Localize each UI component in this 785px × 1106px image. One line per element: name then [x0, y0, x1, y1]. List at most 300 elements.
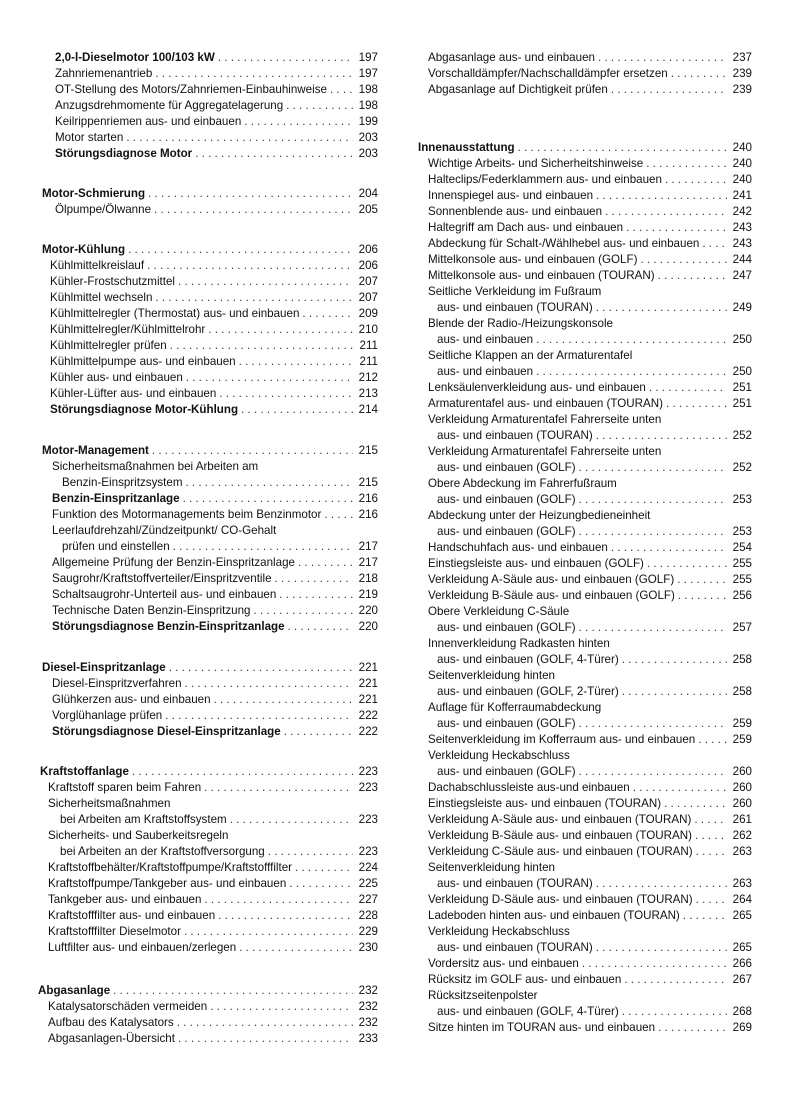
- toc-page-number: 253: [732, 525, 752, 538]
- toc-entry-title: Seitliche Klappen an der Armaturentafel: [428, 349, 633, 362]
- toc-entry-title: Motor-Management: [42, 444, 149, 457]
- toc-entry-title: aus- und einbauen (GOLF): [437, 493, 576, 506]
- right-toc-entry: [437, 652, 752, 667]
- right-toc-entry: [428, 220, 752, 235]
- dot-leader: [596, 876, 727, 891]
- toc-entry-title: aus- und einbauen (GOLF): [437, 461, 576, 474]
- toc-page-number: 260: [732, 797, 752, 810]
- toc-page-number: 240: [732, 157, 752, 170]
- right-toc-entry: [437, 764, 752, 779]
- right-toc-entry: [428, 828, 752, 843]
- toc-entry-title: Kühlmittelkreislauf: [50, 259, 145, 272]
- toc-entry-title: Sicherheits- und Sauberkeitsregeln: [48, 829, 229, 842]
- toc-entry-title: Verkleidung A-Säule aus- und einbauen (TOURAN): [428, 813, 692, 826]
- toc-entry-title: Abgasanlagen-Übersicht: [48, 1032, 175, 1045]
- dot-leader: [128, 242, 353, 257]
- toc-page-number: 241: [732, 189, 752, 202]
- right-toc-entry: [428, 396, 752, 411]
- toc-entry-title: Obere Abdeckung im Fahrerfußraum: [428, 477, 617, 490]
- toc-entry-title: Motor-Schmierung: [42, 187, 146, 200]
- toc-page-number: 239: [732, 67, 752, 80]
- dot-leader: [579, 460, 727, 475]
- dot-leader: [298, 555, 353, 570]
- dot-leader: [579, 492, 727, 507]
- dot-leader: [596, 300, 727, 315]
- toc-entry-title: Auflage für Kofferraumabdeckung: [428, 701, 602, 714]
- dot-leader: [647, 556, 727, 571]
- dot-leader: [210, 999, 353, 1014]
- right-toc-entry: [428, 844, 752, 859]
- left-toc-entry: [48, 924, 378, 939]
- toc-entry-title: Lenksäulenverkleidung aus- und einbauen: [428, 381, 646, 394]
- dot-leader: [579, 524, 727, 539]
- dot-leader: [279, 587, 353, 602]
- toc-page-number: 199: [358, 115, 378, 128]
- toc-entry-title: aus- und einbauen (GOLF): [437, 765, 576, 778]
- toc-page-number: 250: [732, 365, 752, 378]
- dot-leader: [284, 724, 353, 739]
- toc-entry-title: Armaturentafel aus- und einbauen (TOURAN): [428, 397, 663, 410]
- dot-leader: [295, 860, 353, 875]
- toc-entry-title: Anzugsdrehmomente für Aggregatelagerung: [55, 99, 284, 112]
- left-toc-entry: [50, 274, 378, 289]
- dot-leader: [694, 812, 727, 827]
- toc-page-number: 221: [358, 661, 378, 674]
- toc-page-number: 220: [358, 620, 378, 633]
- right-toc-entry: [428, 732, 752, 747]
- toc-page-number: 215: [358, 476, 378, 489]
- toc-entry-title: Glühkerzen aus- und einbauen: [52, 693, 211, 706]
- toc-entry-title: Motor starten: [55, 131, 124, 144]
- toc-page-number: 247: [732, 269, 752, 282]
- toc-page-number: 237: [732, 51, 752, 64]
- toc-page-number: 219: [358, 588, 378, 601]
- dot-leader: [195, 146, 353, 161]
- toc-entry-title: Einstiegsleiste aus- und einbauen (TOURAN): [428, 797, 662, 810]
- right-toc-entry: [418, 140, 752, 155]
- left-toc-entry: [55, 50, 378, 65]
- left-toc-entry: [52, 491, 378, 506]
- right-toc-entry: [428, 284, 752, 299]
- right-toc-entry: [428, 1020, 752, 1035]
- toc-page-number: 259: [732, 717, 752, 730]
- toc-entry-title: Verkleidung D-Säule aus- und einbauen (TOURAN): [428, 893, 693, 906]
- toc-page-number: 221: [358, 677, 378, 690]
- left-toc-entry: [50, 402, 378, 417]
- left-toc-entry: [50, 322, 378, 337]
- right-toc-entry: [437, 524, 752, 539]
- toc-entry-title: Rücksitzseitenpolster: [428, 989, 538, 1002]
- toc-entry-title: Kühlmittel wechseln: [50, 291, 153, 304]
- toc-entry-title: Rücksitz im GOLF aus- und einbauen: [428, 973, 622, 986]
- right-toc-entry: [428, 972, 752, 987]
- toc-page-number: 218: [358, 572, 378, 585]
- toc-page-number: 259: [732, 733, 752, 746]
- right-toc-entry: [437, 684, 752, 699]
- dot-leader: [186, 370, 353, 385]
- left-toc-entry: [48, 940, 378, 955]
- toc-entry-title: Motor-Kühlung: [42, 243, 126, 256]
- dot-leader: [241, 402, 353, 417]
- left-toc-entry: [50, 258, 378, 273]
- dot-leader: [178, 1031, 353, 1046]
- dot-leader: [268, 844, 353, 859]
- toc-entry-title: Technische Daten Benzin-Einspritzung: [52, 604, 251, 617]
- dot-leader: [683, 908, 727, 923]
- dot-leader: [598, 50, 727, 65]
- toc-page-number: 197: [358, 67, 378, 80]
- left-toc-entry: [55, 146, 378, 161]
- dot-leader: [148, 186, 353, 201]
- right-toc-entry: [428, 82, 752, 97]
- left-toc-entry: [50, 306, 378, 321]
- toc-entry-title: Kraftstoffbehälter/Kraftstoffpumpe/Kraftstofffilter: [48, 861, 293, 874]
- dot-leader: [147, 258, 353, 273]
- dot-leader: [113, 983, 353, 998]
- toc-entry-title: Halteclips/Federklammern aus- und einbauen: [428, 173, 662, 186]
- toc-page-number: 215: [358, 444, 378, 457]
- right-toc-entry: [428, 780, 752, 795]
- right-toc-entry: [428, 236, 752, 251]
- toc-entry-title: Kraftstoff sparen beim Fahren: [48, 781, 202, 794]
- left-toc-entry: [52, 571, 378, 586]
- dot-leader: [275, 571, 353, 586]
- toc-page-number: 204: [358, 187, 378, 200]
- toc-page-number: 253: [732, 493, 752, 506]
- toc-entry-title: aus- und einbauen: [437, 365, 534, 378]
- dot-leader: [173, 539, 353, 554]
- toc-page-number: 260: [732, 781, 752, 794]
- right-toc-entry: [428, 988, 752, 1003]
- dot-leader: [219, 386, 353, 401]
- toc-page-number: 203: [358, 131, 378, 144]
- right-toc-entry: [428, 556, 752, 571]
- dot-leader: [596, 940, 727, 955]
- dot-leader: [288, 619, 353, 634]
- toc-entry-title: aus- und einbauen (GOLF, 2-Türer): [437, 685, 619, 698]
- dot-leader: [239, 940, 353, 955]
- dot-leader: [177, 1015, 353, 1030]
- toc-page-number: 210: [358, 323, 378, 336]
- toc-page-number: 205: [358, 203, 378, 216]
- toc-entry-title: Aufbau des Katalysators: [48, 1016, 174, 1029]
- right-toc-entry: [428, 204, 752, 219]
- toc-page-number: 256: [732, 589, 752, 602]
- toc-page-number: 232: [358, 984, 378, 997]
- toc-entry-title: aus- und einbauen (GOLF, 4-Türer): [437, 653, 619, 666]
- dot-leader: [579, 716, 727, 731]
- dot-leader: [665, 172, 727, 187]
- toc-entry-title: Kühler-Lüfter aus- und einbauen: [50, 387, 217, 400]
- left-toc-entry: [52, 676, 378, 691]
- dot-leader: [624, 972, 727, 987]
- dot-leader: [244, 114, 353, 129]
- dot-leader: [185, 676, 353, 691]
- left-toc-entry: [62, 539, 378, 554]
- toc-entry-title: Störungsdiagnose Motor-Kühlung: [50, 403, 239, 416]
- left-toc-entry: [48, 1031, 378, 1046]
- dot-leader: [155, 66, 353, 81]
- toc-page-number: 268: [732, 1005, 752, 1018]
- dot-leader: [596, 188, 727, 203]
- left-toc-entry: [42, 443, 378, 458]
- toc-page-number: 265: [732, 909, 752, 922]
- right-toc-entry: [437, 332, 752, 347]
- left-toc-entry: [60, 812, 378, 827]
- toc-entry-title: aus- und einbauen (GOLF, 4-Türer): [437, 1005, 619, 1018]
- toc-page-number: 216: [358, 508, 378, 521]
- left-toc-entry: [52, 587, 378, 602]
- toc-page-number: 227: [358, 893, 378, 906]
- left-toc-entry: [52, 523, 378, 538]
- toc-page-number: 265: [732, 941, 752, 954]
- toc-page-number: 213: [358, 387, 378, 400]
- right-toc-entry: [428, 860, 752, 875]
- dot-leader: [286, 98, 353, 113]
- toc-entry-title: Kühlmittelregler (Thermostat) aus- und einbauen: [50, 307, 300, 320]
- right-toc-entry: [428, 444, 752, 459]
- toc-entry-title: aus- und einbauen (TOURAN): [437, 429, 593, 442]
- dot-leader: [633, 780, 727, 795]
- toc-page-number: 240: [732, 173, 752, 186]
- toc-entry-title: Einstiegsleiste aus- und einbauen (GOLF): [428, 557, 644, 570]
- toc-entry-title: Störungsdiagnose Diesel-Einspritzanlage: [52, 725, 281, 738]
- toc-entry-title: Sonnenblende aus- und einbauen: [428, 205, 603, 218]
- toc-entry-title: Sicherheitsmaßnahmen bei Arbeiten am: [52, 460, 259, 473]
- right-toc-entry: [428, 924, 752, 939]
- toc-page-number: 222: [358, 709, 378, 722]
- right-toc-entry: [428, 156, 752, 171]
- right-toc-entry: [428, 572, 752, 587]
- toc-entry-title: OT-Stellung des Motors/Zahnriemen-Einbauhinweise: [55, 83, 327, 96]
- toc-page-number: 229: [358, 925, 378, 938]
- toc-entry-title: aus- und einbauen (TOURAN): [437, 877, 593, 890]
- toc-entry-title: bei Arbeiten am Kraftstoffsystem: [60, 813, 227, 826]
- toc-page-number: 198: [358, 83, 378, 96]
- toc-entry-title: Mittelkonsole aus- und einbauen (GOLF): [428, 253, 638, 266]
- toc-entry-title: Funktion des Motormanagements beim Benzinmotor: [52, 508, 322, 521]
- toc-page-number: 263: [732, 845, 752, 858]
- left-toc-entry: [52, 692, 378, 707]
- toc-entry-title: Kühlmittelregler/Kühlmittelrohr: [50, 323, 206, 336]
- left-toc-entry: [48, 908, 378, 923]
- toc-entry-title: Obere Verkleidung C-Säule: [428, 605, 570, 618]
- right-toc-entry: [428, 668, 752, 683]
- left-toc-entry: [42, 186, 378, 201]
- dot-leader: [170, 338, 353, 353]
- toc-page-number: 221: [358, 693, 378, 706]
- dot-leader: [664, 796, 727, 811]
- left-toc-entry: [60, 844, 378, 859]
- right-toc-entry: [428, 636, 752, 651]
- toc-entry-title: Seitenverkleidung hinten: [428, 861, 555, 874]
- toc-entry-title: Vorschalldämpfer/Nachschalldämpfer ersetzen: [428, 67, 668, 80]
- toc-entry-title: Kraftstoffanlage: [40, 765, 129, 778]
- dot-leader: [536, 364, 727, 379]
- toc-page-number: 261: [732, 813, 752, 826]
- toc-page-number: 263: [732, 877, 752, 890]
- dot-leader: [126, 130, 353, 145]
- right-toc-entry: [428, 412, 752, 427]
- toc-page-number: 258: [732, 685, 752, 698]
- dot-leader: [204, 780, 353, 795]
- left-toc-entry: [52, 724, 378, 739]
- dot-leader: [330, 82, 353, 97]
- left-toc-entry: [55, 82, 378, 97]
- right-toc-entry: [428, 172, 752, 187]
- toc-entry-title: Tankgeber aus- und einbauen: [48, 893, 202, 906]
- toc-page-number: 207: [358, 291, 378, 304]
- toc-page-number: 243: [732, 237, 752, 250]
- toc-page-number: 267: [732, 973, 752, 986]
- toc-entry-title: Haltegriff am Dach aus- und einbauen: [428, 221, 624, 234]
- right-toc-entry: [428, 812, 752, 827]
- left-toc-entry: [52, 555, 378, 570]
- toc-page-number: 257: [732, 621, 752, 634]
- left-toc-entry: [48, 860, 378, 875]
- left-toc-entry: [50, 290, 378, 305]
- dot-leader: [289, 876, 353, 891]
- toc-entry-title: Sitze hinten im TOURAN aus- und einbauen: [428, 1021, 656, 1034]
- toc-page-number: 223: [358, 845, 378, 858]
- toc-entry-title: Schaltsaugrohr-Unterteil aus- und einbauen: [52, 588, 277, 601]
- dot-leader: [518, 140, 727, 155]
- dot-leader: [214, 692, 353, 707]
- toc-page-number: 206: [358, 243, 378, 256]
- toc-page-number: 255: [732, 557, 752, 570]
- toc-page-number: 266: [732, 957, 752, 970]
- left-toc-entry: [42, 242, 378, 257]
- toc-entry-title: Innenspiegel aus- und einbauen: [428, 189, 594, 202]
- toc-page-number: 223: [358, 781, 378, 794]
- left-toc-entry: [55, 98, 378, 113]
- toc-entry-title: aus- und einbauen (TOURAN): [437, 301, 593, 314]
- left-toc-entry: [38, 983, 378, 998]
- dot-leader: [582, 956, 727, 971]
- left-toc-entry: [48, 892, 378, 907]
- dot-leader: [184, 924, 353, 939]
- left-toc-entry: [55, 66, 378, 81]
- right-toc-entry: [437, 428, 752, 443]
- toc-entry-title: Benzin-Einspritzsystem: [62, 476, 183, 489]
- dot-leader: [324, 507, 353, 522]
- toc-entry-title: Vordersitz aus- und einbauen: [428, 957, 579, 970]
- toc-entry-title: 2,0-l-Dieselmotor 100/103 kW: [55, 51, 215, 64]
- left-toc-entry: [50, 386, 378, 401]
- dot-leader: [208, 322, 353, 337]
- dot-leader: [218, 50, 353, 65]
- toc-page-number: 258: [732, 653, 752, 666]
- toc-page-number: 220: [358, 604, 378, 617]
- dot-leader: [155, 290, 353, 305]
- right-toc-entry: [437, 460, 752, 475]
- toc-entry-title: aus- und einbauen (GOLF): [437, 621, 576, 634]
- dot-leader: [678, 588, 727, 603]
- left-toc-entry: [50, 354, 378, 369]
- left-toc-entry: [48, 780, 378, 795]
- dot-leader: [605, 204, 727, 219]
- toc-page-number: 222: [358, 725, 378, 738]
- left-toc-entry: [55, 114, 378, 129]
- dot-leader: [626, 220, 727, 235]
- right-toc-entry: [428, 348, 752, 363]
- dot-leader: [254, 603, 354, 618]
- toc-page-number: 254: [732, 541, 752, 554]
- dot-leader: [696, 844, 727, 859]
- right-toc-entry: [428, 188, 752, 203]
- toc-entry-title: Dachabschlussleiste aus-und einbauen: [428, 781, 630, 794]
- right-toc-entry: [428, 252, 752, 267]
- toc-page-number: 255: [732, 573, 752, 586]
- dot-leader: [666, 396, 727, 411]
- toc-page-number: 251: [732, 381, 752, 394]
- right-toc-entry: [428, 956, 752, 971]
- toc-entry-title: prüfen und einstellen: [62, 540, 170, 553]
- toc-entry-title: Kraftstoffpumpe/Tankgeber aus- und einbauen: [48, 877, 287, 890]
- dot-leader: [183, 491, 353, 506]
- toc-entry-title: Zahnriemenantrieb: [55, 67, 153, 80]
- dot-leader: [671, 66, 727, 81]
- left-toc-entry: [52, 603, 378, 618]
- left-toc-entry: [62, 475, 378, 490]
- toc-page-number: 212: [358, 371, 378, 384]
- right-toc-entry: [428, 508, 752, 523]
- toc-page-number: 244: [732, 253, 752, 266]
- toc-entry-title: Innenausstattung: [418, 141, 515, 154]
- dot-leader: [611, 82, 727, 97]
- toc-page-number: 211: [359, 355, 378, 368]
- dot-leader: [302, 306, 353, 321]
- right-toc-entry: [428, 316, 752, 331]
- toc-entry-title: Verkleidung C-Säule aus- und einbauen (TOURAN): [428, 845, 693, 858]
- toc-entry-title: Seitenverkleidung hinten: [428, 669, 555, 682]
- toc-entry-title: Störungsdiagnose Motor: [55, 147, 193, 160]
- right-toc-entry: [428, 748, 752, 763]
- toc-page-number: 223: [358, 765, 378, 778]
- toc-entry-title: Keilrippenriemen aus- und einbauen: [55, 115, 242, 128]
- toc-entry-title: Kühler aus- und einbauen: [50, 371, 183, 384]
- toc-entry-title: aus- und einbauen (GOLF): [437, 717, 576, 730]
- left-toc-entry: [52, 459, 378, 474]
- dot-leader: [230, 812, 353, 827]
- left-toc-entry: [42, 660, 378, 675]
- toc-page-number: 198: [358, 99, 378, 112]
- toc-entry-title: Abdeckung unter der Heizungbedieneinheit: [428, 509, 651, 522]
- dot-leader: [536, 332, 727, 347]
- dot-leader: [239, 354, 353, 369]
- dot-leader: [154, 202, 353, 217]
- toc-page-number: 211: [359, 339, 378, 352]
- toc-entry-title: Verkleidung B-Säule aus- und einbauen (GOLF): [428, 589, 675, 602]
- toc-page-number: 223: [358, 813, 378, 826]
- toc-entry-title: aus- und einbauen (GOLF): [437, 525, 576, 538]
- toc-page-number: 209: [358, 307, 378, 320]
- dot-leader: [169, 660, 353, 675]
- toc-page-number: 217: [358, 556, 378, 569]
- dot-leader: [695, 828, 727, 843]
- dot-leader: [702, 236, 727, 251]
- toc-entry-title: Kühlmittelregler prüfen: [50, 339, 167, 352]
- left-toc-entry: [48, 796, 378, 811]
- toc-entry-title: Abgasanlage: [38, 984, 111, 997]
- dot-leader: [132, 764, 353, 779]
- dot-leader: [165, 708, 353, 723]
- left-toc-entry: [48, 876, 378, 891]
- toc-page-number: 230: [358, 941, 378, 954]
- right-toc-entry: [428, 380, 752, 395]
- toc-entry-title: Abgasanlage auf Dichtigkeit prüfen: [428, 83, 608, 96]
- toc-entry-title: Abdeckung für Schalt-/Wählhebel aus- und einbauen: [428, 237, 700, 250]
